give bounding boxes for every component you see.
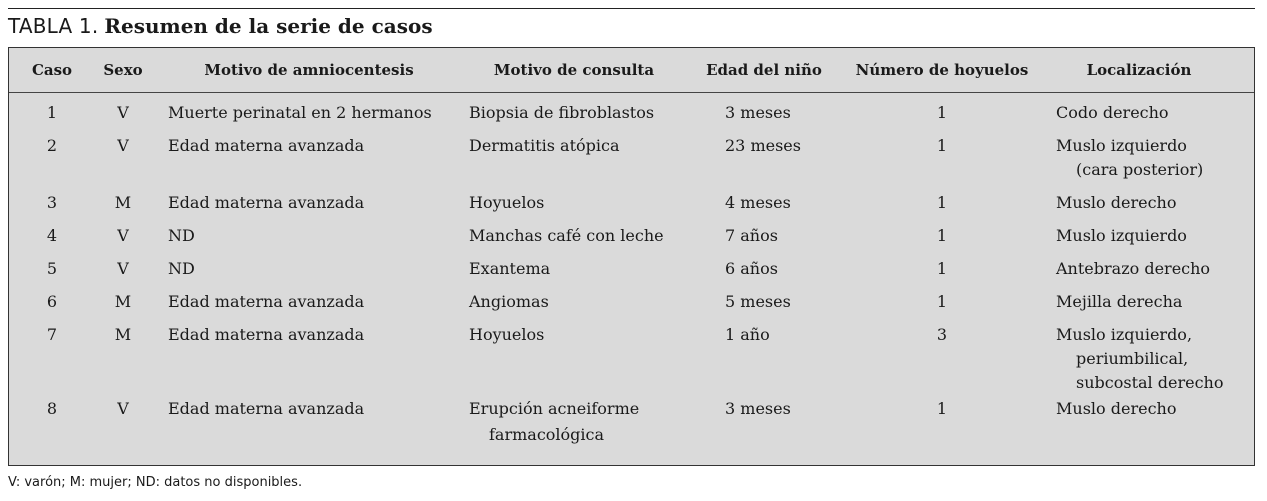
- cell-numero-hoyuelos: 1: [936, 259, 948, 278]
- cell-localizacion: Antebrazo derecho: [1056, 259, 1211, 278]
- cell-edad: 7 años: [725, 226, 778, 245]
- cell-caso: 6: [46, 292, 58, 311]
- header-sexo: Sexo: [103, 61, 143, 79]
- cell-motivo-consulta: Erupción acneiforme: [469, 399, 640, 418]
- table-body: [9, 93, 1254, 465]
- cell-caso: 4: [46, 226, 58, 245]
- cell-localizacion: Mejilla derecha: [1056, 292, 1183, 311]
- cell-localizacion: Codo derecho: [1056, 103, 1169, 122]
- header-edad: Edad del niño: [706, 61, 822, 79]
- cell-sexo: V: [117, 103, 129, 122]
- cell-localizacion: Muslo izquierdo,: [1056, 325, 1193, 344]
- cell-localizacion: Muslo izquierdo: [1056, 226, 1187, 245]
- cell-localizacion: (cara posterior): [1076, 160, 1204, 179]
- cell-numero-hoyuelos: 1: [936, 193, 948, 212]
- cell-edad: 6 años: [725, 259, 778, 278]
- case-summary-table: [8, 47, 1255, 466]
- cell-numero-hoyuelos: 1: [936, 136, 948, 155]
- cell-localizacion: Muslo derecho: [1056, 399, 1177, 418]
- cell-sexo: V: [117, 226, 129, 245]
- cell-sexo: V: [117, 259, 129, 278]
- cell-numero-hoyuelos: 1: [936, 292, 948, 311]
- cell-motivo-amniocentesis: Edad materna avanzada: [168, 325, 365, 344]
- cell-numero-hoyuelos: 1: [936, 103, 948, 122]
- cell-motivo-consulta: Exantema: [469, 259, 551, 278]
- cell-localizacion: subcostal derecho: [1076, 373, 1224, 392]
- cell-caso: 7: [46, 325, 58, 344]
- cell-edad: 23 meses: [725, 136, 801, 155]
- cell-edad: 3 meses: [725, 399, 791, 418]
- cell-caso: 5: [46, 259, 58, 278]
- cell-motivo-consulta: Biopsia de fibroblastos: [469, 103, 655, 122]
- header-motivo-amniocentesis: Motivo de amniocentesis: [204, 61, 414, 79]
- cell-caso: 8: [46, 399, 58, 418]
- cell-motivo-amniocentesis: ND: [168, 226, 195, 245]
- cell-sexo: M: [114, 325, 132, 344]
- cell-motivo-consulta: Hoyuelos: [469, 325, 545, 344]
- cell-localizacion: periumbilical,: [1076, 349, 1189, 368]
- table-title-text: Resumen de la serie de casos: [104, 14, 433, 38]
- header-localizacion: Localización: [1086, 61, 1192, 79]
- cell-motivo-amniocentesis: Muerte perinatal en 2 hermanos: [168, 103, 432, 122]
- cell-caso: 3: [46, 193, 58, 212]
- header-motivo-consulta: Motivo de consulta: [493, 61, 655, 79]
- cell-motivo-amniocentesis: ND: [168, 259, 195, 278]
- document-page: [8, 0, 1255, 501]
- table-footnote: V: varón; M: mujer; ND: datos no disponibles.: [8, 475, 303, 490]
- cell-numero-hoyuelos: 3: [936, 325, 948, 344]
- cell-localizacion: Muslo izquierdo: [1056, 136, 1187, 155]
- table-title: [8, 14, 433, 42]
- cell-edad: 1 año: [725, 325, 770, 344]
- cell-sexo: V: [117, 399, 129, 418]
- cell-caso: 1: [46, 103, 58, 122]
- cell-localizacion: Muslo derecho: [1056, 193, 1177, 212]
- cell-numero-hoyuelos: 1: [936, 226, 948, 245]
- cell-sexo: M: [114, 193, 132, 212]
- header-caso: Caso: [31, 61, 73, 79]
- cell-motivo-amniocentesis: Edad materna avanzada: [168, 399, 365, 418]
- cell-motivo-consulta: Dermatitis atópica: [469, 136, 620, 155]
- cell-motivo-consulta: Manchas café con leche: [469, 226, 664, 245]
- cell-motivo-amniocentesis: Edad materna avanzada: [168, 193, 365, 212]
- table-number-label: TABLA 1.: [8, 14, 99, 38]
- cell-motivo-consulta: Angiomas: [469, 292, 549, 311]
- cell-caso: 2: [46, 136, 58, 155]
- cell-sexo: V: [117, 136, 129, 155]
- cell-motivo-amniocentesis: Edad materna avanzada: [168, 292, 365, 311]
- cell-edad: 5 meses: [725, 292, 791, 311]
- cell-edad: 4 meses: [725, 193, 791, 212]
- cell-motivo-consulta: Hoyuelos: [469, 193, 545, 212]
- cell-motivo-amniocentesis: Edad materna avanzada: [168, 136, 365, 155]
- cell-edad: 3 meses: [725, 103, 791, 122]
- cell-motivo-consulta: farmacológica: [489, 425, 605, 444]
- table-header-row: [9, 48, 1254, 93]
- cell-sexo: M: [114, 292, 132, 311]
- cell-numero-hoyuelos: 1: [936, 399, 948, 418]
- header-numero-hoyuelos: Número de hoyuelos: [855, 61, 1029, 79]
- top-rule: [8, 8, 1255, 9]
